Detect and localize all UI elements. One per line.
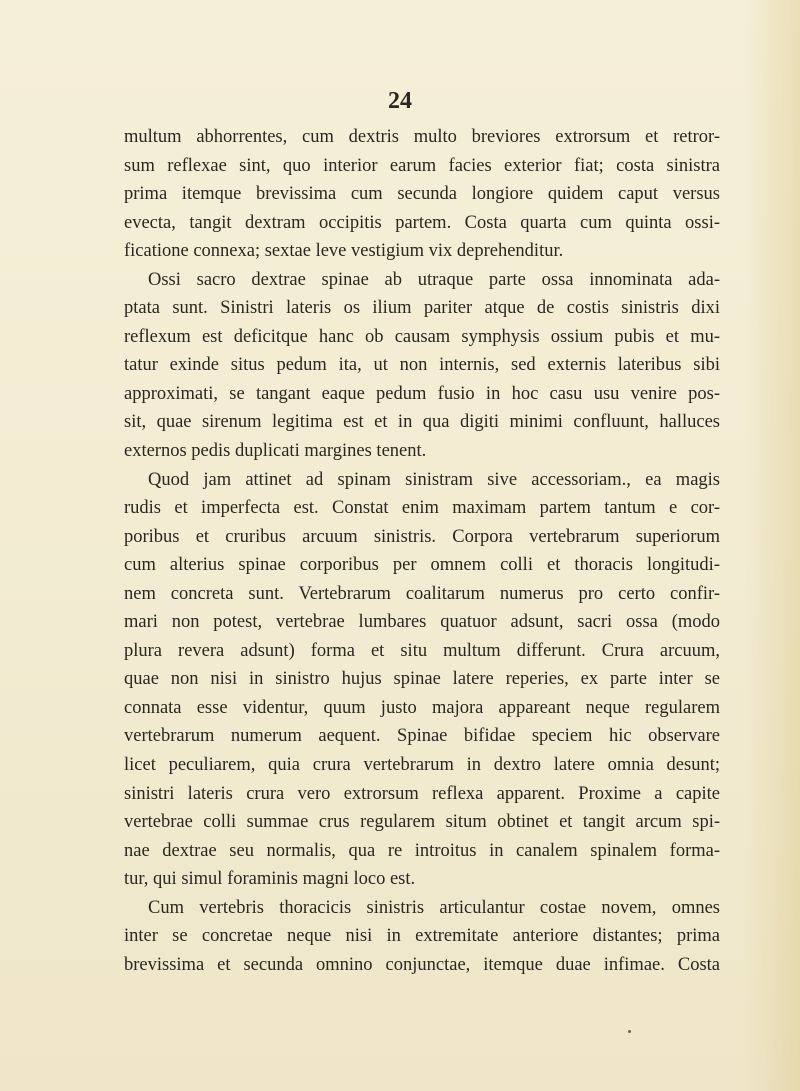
text-line: tatur exinde situs pedum ita, ut non internis, sed externis lateribus sibi (124, 355, 720, 376)
page-number: 24 (388, 88, 412, 114)
text-line: approximati, se tangant eaque pedum fusio in hoc casu usu venire pos- (124, 383, 720, 404)
text-line: Quod jam attinet ad spinam sinistram sive accessoriam., ea magis (148, 469, 720, 490)
body-text (124, 123, 720, 979)
text-line: cum alterius spinae corporibus per omnem colli et thoracis longitudi- (124, 555, 720, 576)
text-line: nae dextrae seu normalis, qua re introitus in canalem spinalem forma- (124, 840, 720, 861)
text-line: externos pedis duplicati margines tenent. (124, 441, 427, 462)
text-line: ptata sunt. Sinistri lateris os ilium pariter atque de costis sinistris dixi (124, 298, 720, 319)
text-line: Ossi sacro dextrae spinae ab utraque parte ossa innominata ada- (148, 269, 720, 290)
ink-speck (628, 1030, 631, 1033)
text-line: tur, qui simul foraminis magni loco est. (124, 869, 416, 890)
text-line: sum reflexae sint, quo interior earum facies exterior fiat; costa sinistra (124, 155, 720, 176)
text-line: inter se concretae neque nisi in extremitate anteriore distantes; prima (124, 926, 720, 947)
text-line: nem concreta sunt. Vertebrarum coalitarum numerus pro certo confir- (124, 583, 720, 604)
text-line: vertebrae colli summae crus regularem situm obtinet et tangit arcum spi- (124, 812, 720, 833)
text-line: Cum vertebris thoracicis sinistris articulantur costae novem, omnes (148, 897, 720, 918)
text-line: poribus et cruribus arcuum sinistris. Corpora vertebrarum superiorum (124, 526, 720, 547)
text-line: mari non potest, vertebrae lumbares quatuor adsunt, sacri ossa (modo (124, 612, 720, 633)
text-line: sinistri lateris crura vero extrorsum reflexa apparent. Proxime a capite (124, 783, 720, 804)
text-line: ficatione connexa; sextae leve vestigium vix deprehenditur. (124, 241, 564, 262)
text-line: rudis et imperfecta est. Constat enim maximam partem tantum e cor- (124, 498, 720, 519)
text-line: sit, quae sirenum legitima est et in qua digiti minimi confluunt, halluces (124, 412, 720, 433)
text-line: connata esse videntur, quum justo majora appareant neque regularem (124, 697, 720, 718)
text-line: multum abhorrentes, cum dextris multo breviores extrorsum et retror- (124, 127, 720, 147)
text-line: prima itemque brevissima cum secunda longiore quidem caput versus (124, 184, 720, 205)
text-line: quae non nisi in sinistro hujus spinae latere reperies, ex parte inter se (124, 669, 720, 690)
text-line: brevissima et secunda omnino conjunctae, itemque duae infimae. Costa (124, 954, 720, 975)
text-line: licet peculiarem, quia crura vertebrarum in dextro latere omnia desunt; (124, 755, 720, 776)
text-line: reflexum est deficitque hanc ob causam symphysis ossium pubis et mu- (124, 326, 720, 347)
text-line: evecta, tangit dextram occipitis partem. Costa quarta cum quinta ossi- (124, 212, 720, 233)
text-line: vertebrarum numerum aequent. Spinae bifidae speciem hic observare (124, 726, 720, 747)
text-line: plura revera adsunt) forma et situ multum differunt. Crura arcuum, (124, 640, 720, 661)
